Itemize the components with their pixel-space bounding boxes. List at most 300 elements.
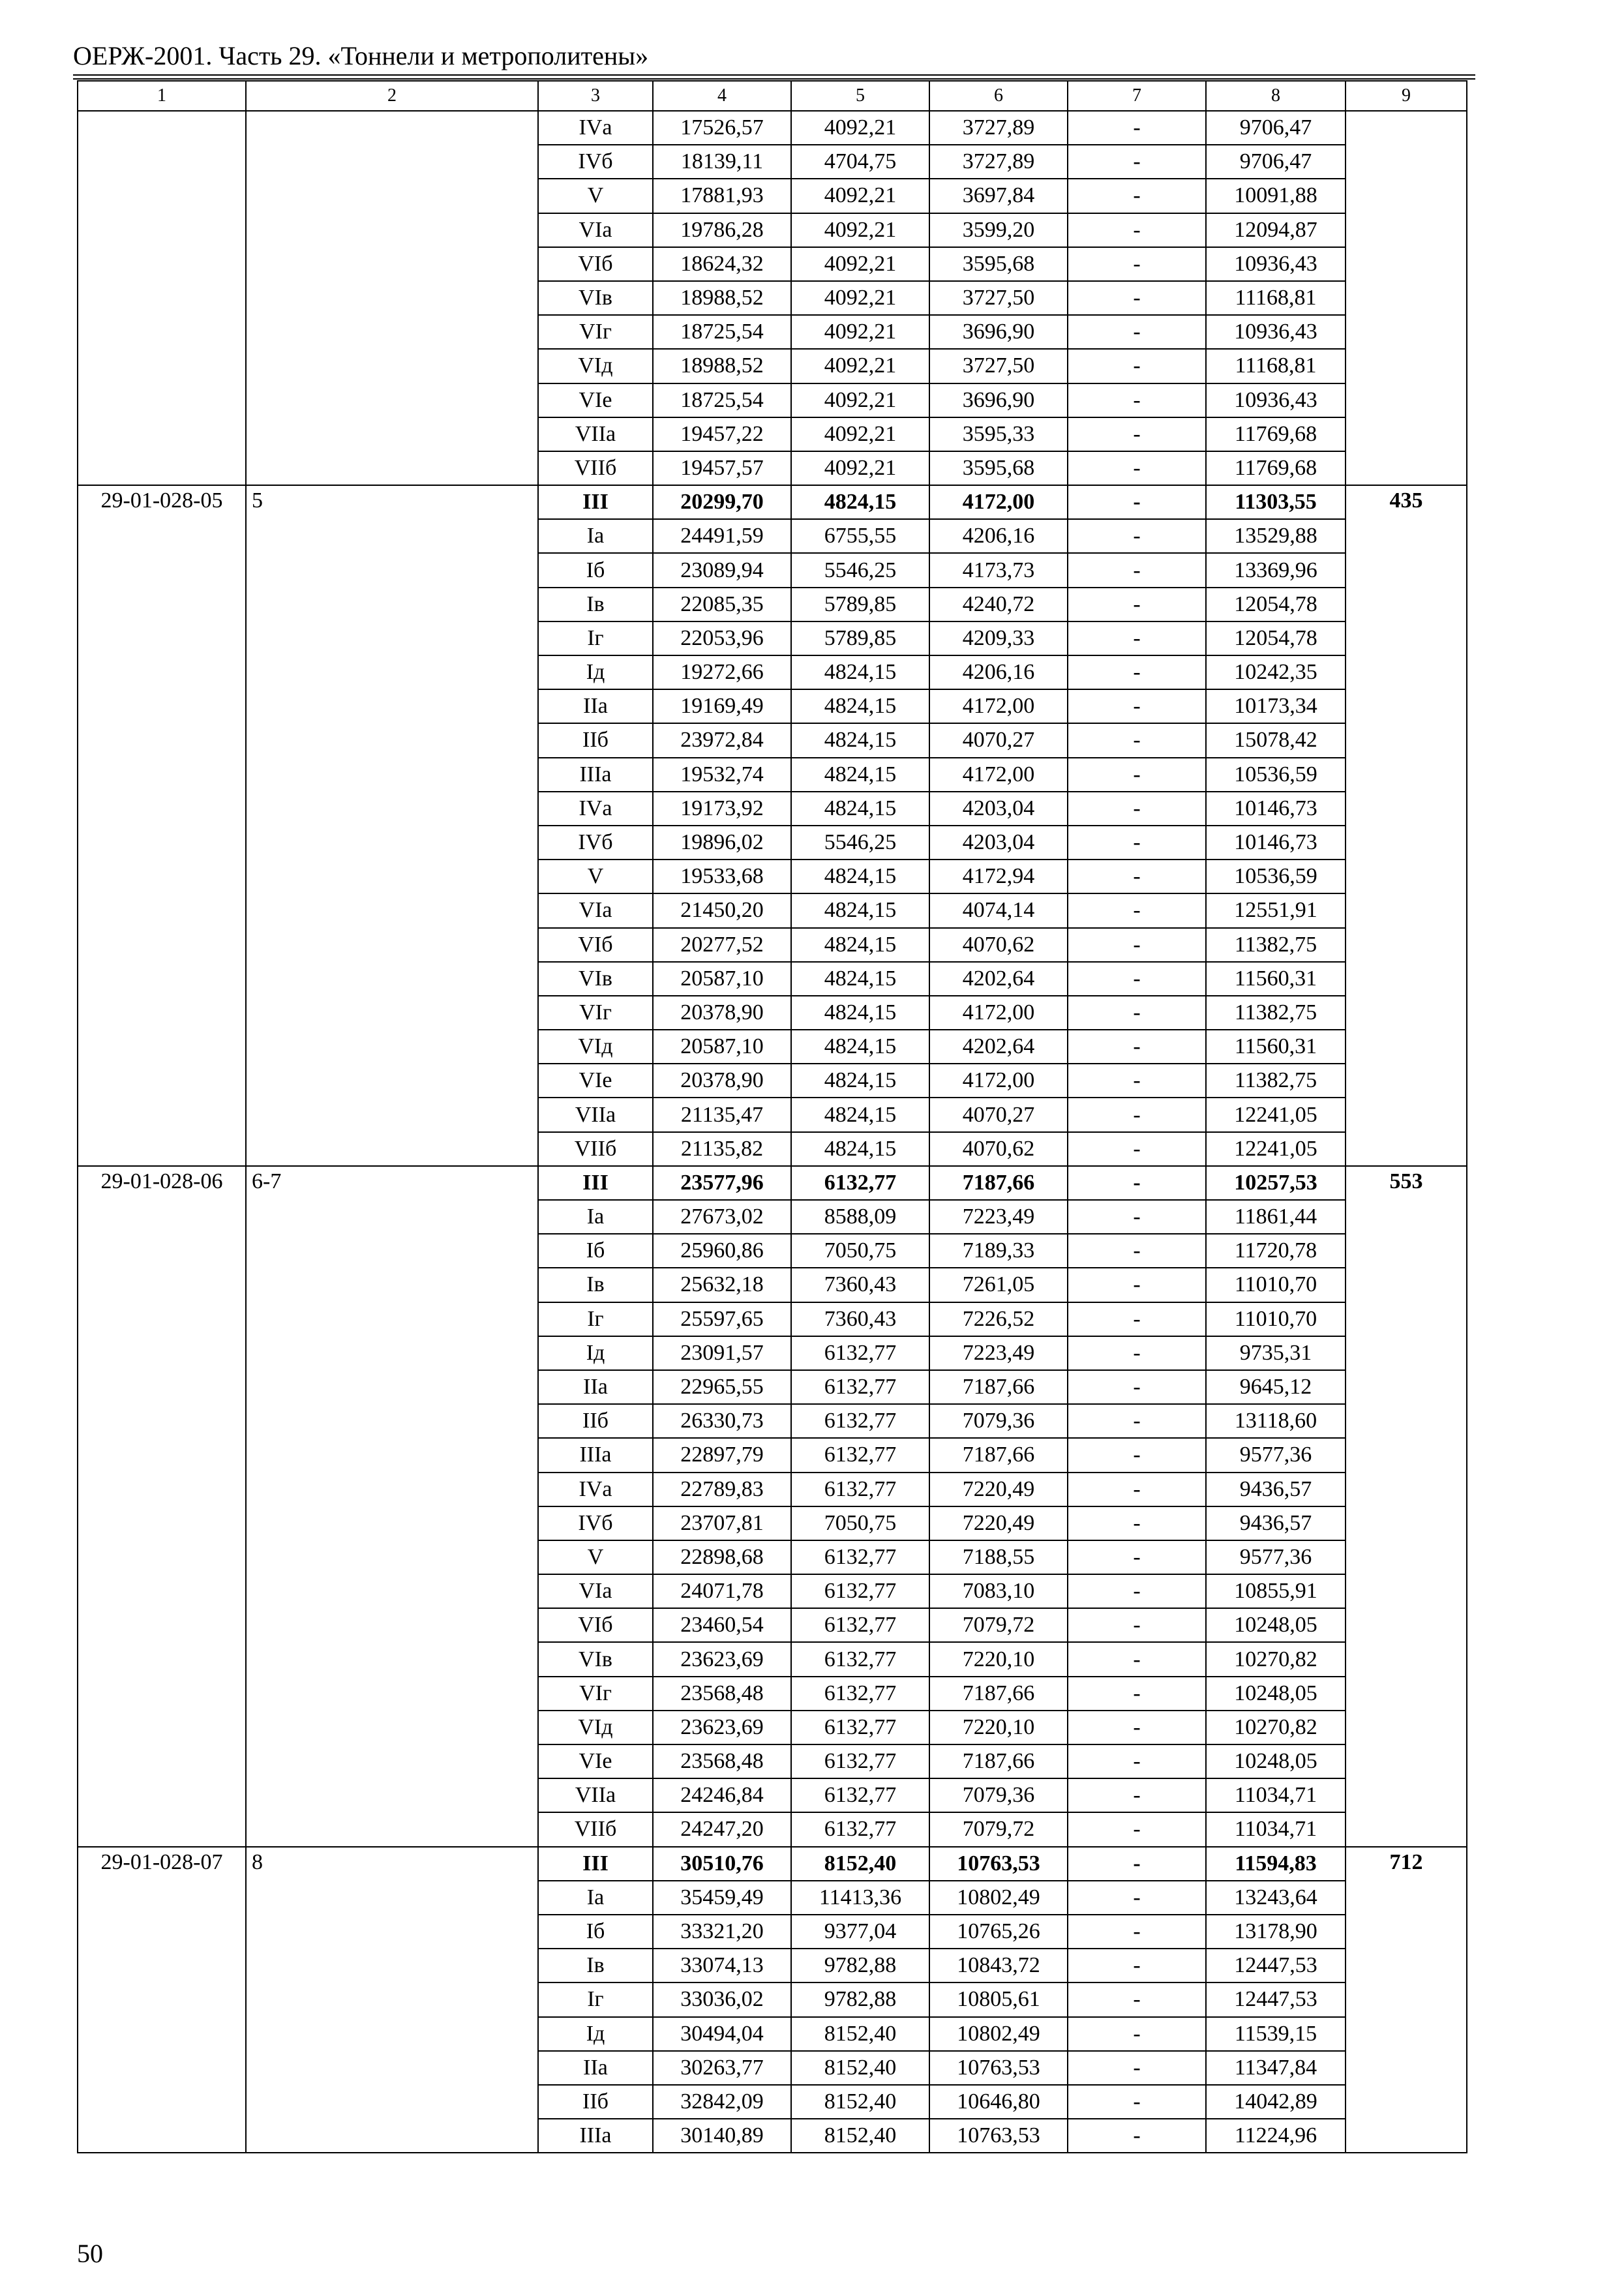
machine-cost-cell: 4206,16: [929, 519, 1068, 553]
wages-cell: 6132,77: [791, 1744, 929, 1778]
driver-wages-cell: -: [1068, 2017, 1206, 2051]
wages-cell: 6132,77: [791, 1166, 929, 1200]
machine-cost-cell: 10763,53: [929, 2051, 1068, 2085]
price-zone-cell: Iв: [538, 588, 653, 621]
machine-cost-cell: 7220,10: [929, 1642, 1068, 1676]
price-zone-cell: VIIа: [538, 1778, 653, 1812]
wages-cell: 4092,21: [791, 247, 929, 281]
price-zone-cell: V: [538, 1540, 653, 1574]
driver-wages-cell: -: [1068, 1064, 1206, 1098]
driver-wages-cell: -: [1068, 962, 1206, 996]
total-cost-cell: 30140,89: [653, 2119, 791, 2153]
wages-cell: 4824,15: [791, 655, 929, 689]
rate-code: 29-01-028-05: [78, 485, 246, 1166]
materials-cost-cell: 11010,70: [1206, 1302, 1346, 1336]
machine-cost-cell: 4172,00: [929, 485, 1068, 519]
wages-cell: 4092,21: [791, 383, 929, 417]
table-row: [78, 485, 1467, 519]
rate-total-cell: 553: [1346, 1166, 1467, 1847]
total-cost-cell: 18725,54: [653, 383, 791, 417]
rate-code: 29-01-028-06: [78, 1166, 246, 1847]
total-cost-cell: 21135,47: [653, 1098, 791, 1131]
total-cost-cell: 25632,18: [653, 1268, 791, 1302]
driver-wages-cell: -: [1068, 1847, 1206, 1881]
price-zone-cell: IIб: [538, 1404, 653, 1438]
driver-wages-cell: -: [1068, 1812, 1206, 1846]
wages-cell: 4824,15: [791, 1098, 929, 1131]
total-cost-cell: 20378,90: [653, 996, 791, 1030]
wages-cell: 8152,40: [791, 2017, 929, 2051]
price-zone-cell: IIб: [538, 723, 653, 757]
driver-wages-cell: -: [1068, 689, 1206, 723]
total-cost-cell: 33074,13: [653, 1949, 791, 1982]
rate-code: [78, 111, 246, 485]
machine-cost-cell: 7079,72: [929, 1608, 1068, 1642]
machine-cost-cell: 3595,68: [929, 247, 1068, 281]
materials-cost-cell: 10270,82: [1206, 1711, 1346, 1744]
materials-cost-cell: 11539,15: [1206, 2017, 1346, 2051]
price-zone-cell: IIб: [538, 2085, 653, 2119]
materials-cost-cell: 9645,12: [1206, 1370, 1346, 1404]
wages-cell: 4824,15: [791, 893, 929, 927]
machine-cost-cell: 7079,36: [929, 1778, 1068, 1812]
driver-wages-cell: -: [1068, 723, 1206, 757]
total-cost-cell: 22053,96: [653, 621, 791, 655]
price-zone-cell: VIв: [538, 281, 653, 315]
materials-cost-cell: 10536,59: [1206, 860, 1346, 893]
materials-cost-cell: 10091,88: [1206, 179, 1346, 213]
header-rule: [73, 74, 1475, 76]
price-zone-cell: IIIа: [538, 1438, 653, 1472]
total-cost-cell: 23623,69: [653, 1711, 791, 1744]
machine-cost-cell: 3595,68: [929, 451, 1068, 485]
wages-cell: 7360,43: [791, 1268, 929, 1302]
total-cost-cell: 18988,52: [653, 349, 791, 383]
rate-total-cell: 712: [1346, 1847, 1467, 2153]
driver-wages-cell: -: [1068, 758, 1206, 792]
machine-cost-cell: 4172,00: [929, 1064, 1068, 1098]
total-cost-cell: 17881,93: [653, 179, 791, 213]
total-cost-cell: 24246,84: [653, 1778, 791, 1812]
wages-cell: 4824,15: [791, 689, 929, 723]
driver-wages-cell: -: [1068, 860, 1206, 893]
materials-cost-cell: 11560,31: [1206, 962, 1346, 996]
price-zone-cell: VIг: [538, 1677, 653, 1711]
machine-cost-cell: 3727,89: [929, 111, 1068, 145]
total-cost-cell: 21450,20: [653, 893, 791, 927]
price-zone-cell: V: [538, 179, 653, 213]
machine-cost-cell: 7187,66: [929, 1166, 1068, 1200]
machine-cost-cell: 7083,10: [929, 1574, 1068, 1608]
wages-cell: 4824,15: [791, 792, 929, 826]
rate-item-number: 6-7: [246, 1166, 538, 1847]
materials-cost-cell: 11382,75: [1206, 996, 1346, 1030]
driver-wages-cell: -: [1068, 1200, 1206, 1234]
wages-cell: 6132,77: [791, 1540, 929, 1574]
wages-cell: 7050,75: [791, 1234, 929, 1268]
driver-wages-cell: -: [1068, 315, 1206, 349]
column-number: 8: [1206, 81, 1346, 111]
price-zone-cell: Iа: [538, 1881, 653, 1915]
total-cost-cell: 20299,70: [653, 485, 791, 519]
total-cost-cell: 23089,94: [653, 553, 791, 587]
price-zone-cell: IVа: [538, 792, 653, 826]
driver-wages-cell: -: [1068, 519, 1206, 553]
driver-wages-cell: -: [1068, 1778, 1206, 1812]
machine-cost-cell: 4203,04: [929, 792, 1068, 826]
wages-cell: 6755,55: [791, 519, 929, 553]
page-header: ОЕРЖ-2001. Часть 29. «Тоннели и метрополитены»: [73, 41, 649, 70]
wages-cell: 6132,77: [791, 1778, 929, 1812]
machine-cost-cell: 3727,89: [929, 145, 1068, 179]
materials-cost-cell: 12094,87: [1206, 213, 1346, 247]
materials-cost-cell: 11224,96: [1206, 2119, 1346, 2153]
materials-cost-cell: 9706,47: [1206, 111, 1346, 145]
wages-cell: 9782,88: [791, 1982, 929, 2016]
total-cost-cell: 19457,57: [653, 451, 791, 485]
total-cost-cell: 30510,76: [653, 1847, 791, 1881]
materials-cost-cell: 10257,53: [1206, 1166, 1346, 1200]
price-zone-cell: Iб: [538, 1234, 653, 1268]
materials-cost-cell: 10248,05: [1206, 1608, 1346, 1642]
wages-cell: 7360,43: [791, 1302, 929, 1336]
driver-wages-cell: -: [1068, 621, 1206, 655]
rates-table-body: [78, 81, 1467, 2153]
driver-wages-cell: -: [1068, 1677, 1206, 1711]
materials-cost-cell: 12054,78: [1206, 588, 1346, 621]
machine-cost-cell: 7226,52: [929, 1302, 1068, 1336]
price-zone-cell: VIIа: [538, 1098, 653, 1131]
driver-wages-cell: -: [1068, 1098, 1206, 1131]
machine-cost-cell: 4202,64: [929, 1030, 1068, 1064]
column-number: 7: [1068, 81, 1206, 111]
driver-wages-cell: -: [1068, 1574, 1206, 1608]
materials-cost-cell: 12241,05: [1206, 1098, 1346, 1131]
column-number: 1: [78, 81, 246, 111]
machine-cost-cell: 4070,27: [929, 1098, 1068, 1131]
driver-wages-cell: -: [1068, 1608, 1206, 1642]
total-cost-cell: 23577,96: [653, 1166, 791, 1200]
price-zone-cell: Iд: [538, 1336, 653, 1370]
page-number: 50: [77, 2239, 103, 2268]
wages-cell: 8152,40: [791, 1847, 929, 1881]
materials-cost-cell: 14042,89: [1206, 2085, 1346, 2119]
driver-wages-cell: -: [1068, 1268, 1206, 1302]
total-cost-cell: 19532,74: [653, 758, 791, 792]
machine-cost-cell: 7223,49: [929, 1336, 1068, 1370]
price-zone-cell: Iг: [538, 1982, 653, 2016]
wages-cell: 4824,15: [791, 860, 929, 893]
total-cost-cell: 24491,59: [653, 519, 791, 553]
total-cost-cell: 19533,68: [653, 860, 791, 893]
machine-cost-cell: 7261,05: [929, 1268, 1068, 1302]
price-zone-cell: Iа: [538, 1200, 653, 1234]
driver-wages-cell: -: [1068, 417, 1206, 451]
driver-wages-cell: -: [1068, 1506, 1206, 1540]
total-cost-cell: 20378,90: [653, 1064, 791, 1098]
total-cost-cell: 20587,10: [653, 1030, 791, 1064]
materials-cost-cell: 10146,73: [1206, 792, 1346, 826]
materials-cost-cell: 11034,71: [1206, 1812, 1346, 1846]
materials-cost-cell: 10536,59: [1206, 758, 1346, 792]
driver-wages-cell: -: [1068, 893, 1206, 927]
driver-wages-cell: -: [1068, 553, 1206, 587]
total-cost-cell: 24071,78: [653, 1574, 791, 1608]
driver-wages-cell: -: [1068, 826, 1206, 860]
wages-cell: 6132,77: [791, 1574, 929, 1608]
price-zone-cell: Iб: [538, 553, 653, 587]
price-zone-cell: VIа: [538, 213, 653, 247]
driver-wages-cell: -: [1068, 588, 1206, 621]
machine-cost-cell: 4209,33: [929, 621, 1068, 655]
machine-cost-cell: 3727,50: [929, 349, 1068, 383]
driver-wages-cell: -: [1068, 1132, 1206, 1166]
price-zone-cell: III: [538, 485, 653, 519]
total-cost-cell: 22898,68: [653, 1540, 791, 1574]
total-cost-cell: 27673,02: [653, 1200, 791, 1234]
machine-cost-cell: 10763,53: [929, 1847, 1068, 1881]
price-zone-cell: VIв: [538, 1642, 653, 1676]
machine-cost-cell: 4172,00: [929, 689, 1068, 723]
price-zone-cell: IIIа: [538, 2119, 653, 2153]
wages-cell: 4824,15: [791, 1132, 929, 1166]
driver-wages-cell: -: [1068, 179, 1206, 213]
materials-cost-cell: 11034,71: [1206, 1778, 1346, 1812]
machine-cost-cell: 4172,00: [929, 758, 1068, 792]
materials-cost-cell: 13118,60: [1206, 1404, 1346, 1438]
driver-wages-cell: -: [1068, 1881, 1206, 1915]
driver-wages-cell: -: [1068, 928, 1206, 962]
total-cost-cell: 23091,57: [653, 1336, 791, 1370]
driver-wages-cell: -: [1068, 281, 1206, 315]
total-cost-cell: 18988,52: [653, 281, 791, 315]
wages-cell: 4704,75: [791, 145, 929, 179]
rate-total-cell: 435: [1346, 485, 1467, 1166]
driver-wages-cell: -: [1068, 1030, 1206, 1064]
materials-cost-cell: 10270,82: [1206, 1642, 1346, 1676]
price-zone-cell: Iд: [538, 2017, 653, 2051]
wages-cell: 4824,15: [791, 928, 929, 962]
machine-cost-cell: 4203,04: [929, 826, 1068, 860]
wages-cell: 5546,25: [791, 553, 929, 587]
price-zone-cell: IVб: [538, 145, 653, 179]
price-zone-cell: VIд: [538, 349, 653, 383]
materials-cost-cell: 12447,53: [1206, 1949, 1346, 1982]
total-cost-cell: 30263,77: [653, 2051, 791, 2085]
machine-cost-cell: 10802,49: [929, 1881, 1068, 1915]
driver-wages-cell: -: [1068, 1982, 1206, 2016]
driver-wages-cell: -: [1068, 1540, 1206, 1574]
wages-cell: 8152,40: [791, 2051, 929, 2085]
wages-cell: 8588,09: [791, 1200, 929, 1234]
column-number: 3: [538, 81, 653, 111]
machine-cost-cell: 3697,84: [929, 179, 1068, 213]
price-zone-cell: VIIб: [538, 1132, 653, 1166]
wages-cell: 4092,21: [791, 111, 929, 145]
column-number: 2: [246, 81, 538, 111]
wages-cell: 8152,40: [791, 2119, 929, 2153]
materials-cost-cell: 9436,57: [1206, 1506, 1346, 1540]
machine-cost-cell: 7187,66: [929, 1744, 1068, 1778]
wages-cell: 6132,77: [791, 1473, 929, 1506]
price-zone-cell: VIIб: [538, 1812, 653, 1846]
total-cost-cell: 30494,04: [653, 2017, 791, 2051]
machine-cost-cell: 4240,72: [929, 588, 1068, 621]
price-zone-cell: IVб: [538, 1506, 653, 1540]
driver-wages-cell: -: [1068, 1949, 1206, 1982]
wages-cell: 11413,36: [791, 1881, 929, 1915]
materials-cost-cell: 11769,68: [1206, 451, 1346, 485]
machine-cost-cell: 4074,14: [929, 893, 1068, 927]
price-zone-cell: VIа: [538, 893, 653, 927]
column-number: 4: [653, 81, 791, 111]
price-zone-cell: Iв: [538, 1949, 653, 1982]
rate-code: 29-01-028-07: [78, 1847, 246, 2153]
machine-cost-cell: 7187,66: [929, 1677, 1068, 1711]
price-zone-cell: VIе: [538, 1744, 653, 1778]
total-cost-cell: 25960,86: [653, 1234, 791, 1268]
rate-item-number: 5: [246, 485, 538, 1166]
table-row: [78, 111, 1467, 145]
total-cost-cell: 33036,02: [653, 1982, 791, 2016]
wages-cell: 4092,21: [791, 417, 929, 451]
wages-cell: 6132,77: [791, 1370, 929, 1404]
materials-cost-cell: 13178,90: [1206, 1915, 1346, 1949]
materials-cost-cell: 11594,83: [1206, 1847, 1346, 1881]
wages-cell: 8152,40: [791, 2085, 929, 2119]
machine-cost-cell: 10802,49: [929, 2017, 1068, 2051]
machine-cost-cell: 7223,49: [929, 1200, 1068, 1234]
materials-cost-cell: 9577,36: [1206, 1438, 1346, 1472]
column-number: 6: [929, 81, 1068, 111]
driver-wages-cell: -: [1068, 1370, 1206, 1404]
materials-cost-cell: 10936,43: [1206, 315, 1346, 349]
materials-cost-cell: 11720,78: [1206, 1234, 1346, 1268]
wages-cell: 4092,21: [791, 213, 929, 247]
wages-cell: 4092,21: [791, 179, 929, 213]
materials-cost-cell: 13369,96: [1206, 553, 1346, 587]
driver-wages-cell: -: [1068, 383, 1206, 417]
price-zone-cell: IIа: [538, 689, 653, 723]
total-cost-cell: 22085,35: [653, 588, 791, 621]
header-rule-second: [73, 78, 1475, 80]
materials-cost-cell: 11382,75: [1206, 1064, 1346, 1098]
wages-cell: 4824,15: [791, 996, 929, 1030]
machine-cost-cell: 4206,16: [929, 655, 1068, 689]
materials-cost-cell: 11560,31: [1206, 1030, 1346, 1064]
wages-cell: 4092,21: [791, 281, 929, 315]
machine-cost-cell: 10763,53: [929, 2119, 1068, 2153]
driver-wages-cell: -: [1068, 1438, 1206, 1472]
materials-cost-cell: 10242,35: [1206, 655, 1346, 689]
wages-cell: 9782,88: [791, 1949, 929, 1982]
total-cost-cell: 33321,20: [653, 1915, 791, 1949]
wages-cell: 4824,15: [791, 758, 929, 792]
wages-cell: 4092,21: [791, 315, 929, 349]
wages-cell: 4824,15: [791, 485, 929, 519]
wages-cell: 6132,77: [791, 1677, 929, 1711]
total-cost-cell: 26330,73: [653, 1404, 791, 1438]
total-cost-cell: 32842,09: [653, 2085, 791, 2119]
driver-wages-cell: -: [1068, 213, 1206, 247]
wages-cell: 6132,77: [791, 1404, 929, 1438]
driver-wages-cell: -: [1068, 655, 1206, 689]
machine-cost-cell: 10843,72: [929, 1949, 1068, 1982]
wages-cell: 6132,77: [791, 1642, 929, 1676]
materials-cost-cell: 10146,73: [1206, 826, 1346, 860]
materials-cost-cell: 11861,44: [1206, 1200, 1346, 1234]
wages-cell: 4824,15: [791, 723, 929, 757]
machine-cost-cell: 7079,72: [929, 1812, 1068, 1846]
materials-cost-cell: 11347,84: [1206, 2051, 1346, 2085]
driver-wages-cell: -: [1068, 1915, 1206, 1949]
total-cost-cell: 20587,10: [653, 962, 791, 996]
wages-cell: 4824,15: [791, 1064, 929, 1098]
machine-cost-cell: 10646,80: [929, 2085, 1068, 2119]
driver-wages-cell: -: [1068, 2085, 1206, 2119]
materials-cost-cell: 11769,68: [1206, 417, 1346, 451]
machine-cost-cell: 7187,66: [929, 1370, 1068, 1404]
wages-cell: 5789,85: [791, 588, 929, 621]
total-cost-cell: 19173,92: [653, 792, 791, 826]
wages-cell: 4824,15: [791, 1030, 929, 1064]
price-zone-cell: Iг: [538, 621, 653, 655]
machine-cost-cell: 7187,66: [929, 1438, 1068, 1472]
materials-cost-cell: 9706,47: [1206, 145, 1346, 179]
wages-cell: 4092,21: [791, 349, 929, 383]
materials-cost-cell: 11382,75: [1206, 928, 1346, 962]
driver-wages-cell: -: [1068, 349, 1206, 383]
driver-wages-cell: -: [1068, 1166, 1206, 1200]
total-cost-cell: 18139,11: [653, 145, 791, 179]
driver-wages-cell: -: [1068, 2051, 1206, 2085]
price-zone-cell: VIв: [538, 962, 653, 996]
machine-cost-cell: 3599,20: [929, 213, 1068, 247]
price-zone-cell: IVа: [538, 1473, 653, 1506]
machine-cost-cell: 7079,36: [929, 1404, 1068, 1438]
total-cost-cell: 23707,81: [653, 1506, 791, 1540]
total-cost-cell: 35459,49: [653, 1881, 791, 1915]
price-zone-cell: VIIа: [538, 417, 653, 451]
machine-cost-cell: 4202,64: [929, 962, 1068, 996]
driver-wages-cell: -: [1068, 1473, 1206, 1506]
total-cost-cell: 19457,22: [653, 417, 791, 451]
materials-cost-cell: 10248,05: [1206, 1744, 1346, 1778]
wages-cell: 6132,77: [791, 1812, 929, 1846]
price-zone-cell: IIIа: [538, 758, 653, 792]
materials-cost-cell: 10936,43: [1206, 247, 1346, 281]
driver-wages-cell: -: [1068, 1336, 1206, 1370]
driver-wages-cell: -: [1068, 247, 1206, 281]
rates-table: [77, 80, 1467, 2153]
price-zone-cell: Iа: [538, 519, 653, 553]
total-cost-cell: 22789,83: [653, 1473, 791, 1506]
materials-cost-cell: 9436,57: [1206, 1473, 1346, 1506]
price-zone-cell: VIб: [538, 247, 653, 281]
price-zone-cell: Iб: [538, 1915, 653, 1949]
wages-cell: 4092,21: [791, 451, 929, 485]
price-zone-cell: IIа: [538, 2051, 653, 2085]
column-number-row: [78, 81, 1467, 111]
materials-cost-cell: 11303,55: [1206, 485, 1346, 519]
total-cost-cell: 23972,84: [653, 723, 791, 757]
total-cost-cell: 17526,57: [653, 111, 791, 145]
price-zone-cell: IIа: [538, 1370, 653, 1404]
total-cost-cell: 20277,52: [653, 928, 791, 962]
total-cost-cell: 21135,82: [653, 1132, 791, 1166]
materials-cost-cell: 12551,91: [1206, 893, 1346, 927]
driver-wages-cell: -: [1068, 996, 1206, 1030]
